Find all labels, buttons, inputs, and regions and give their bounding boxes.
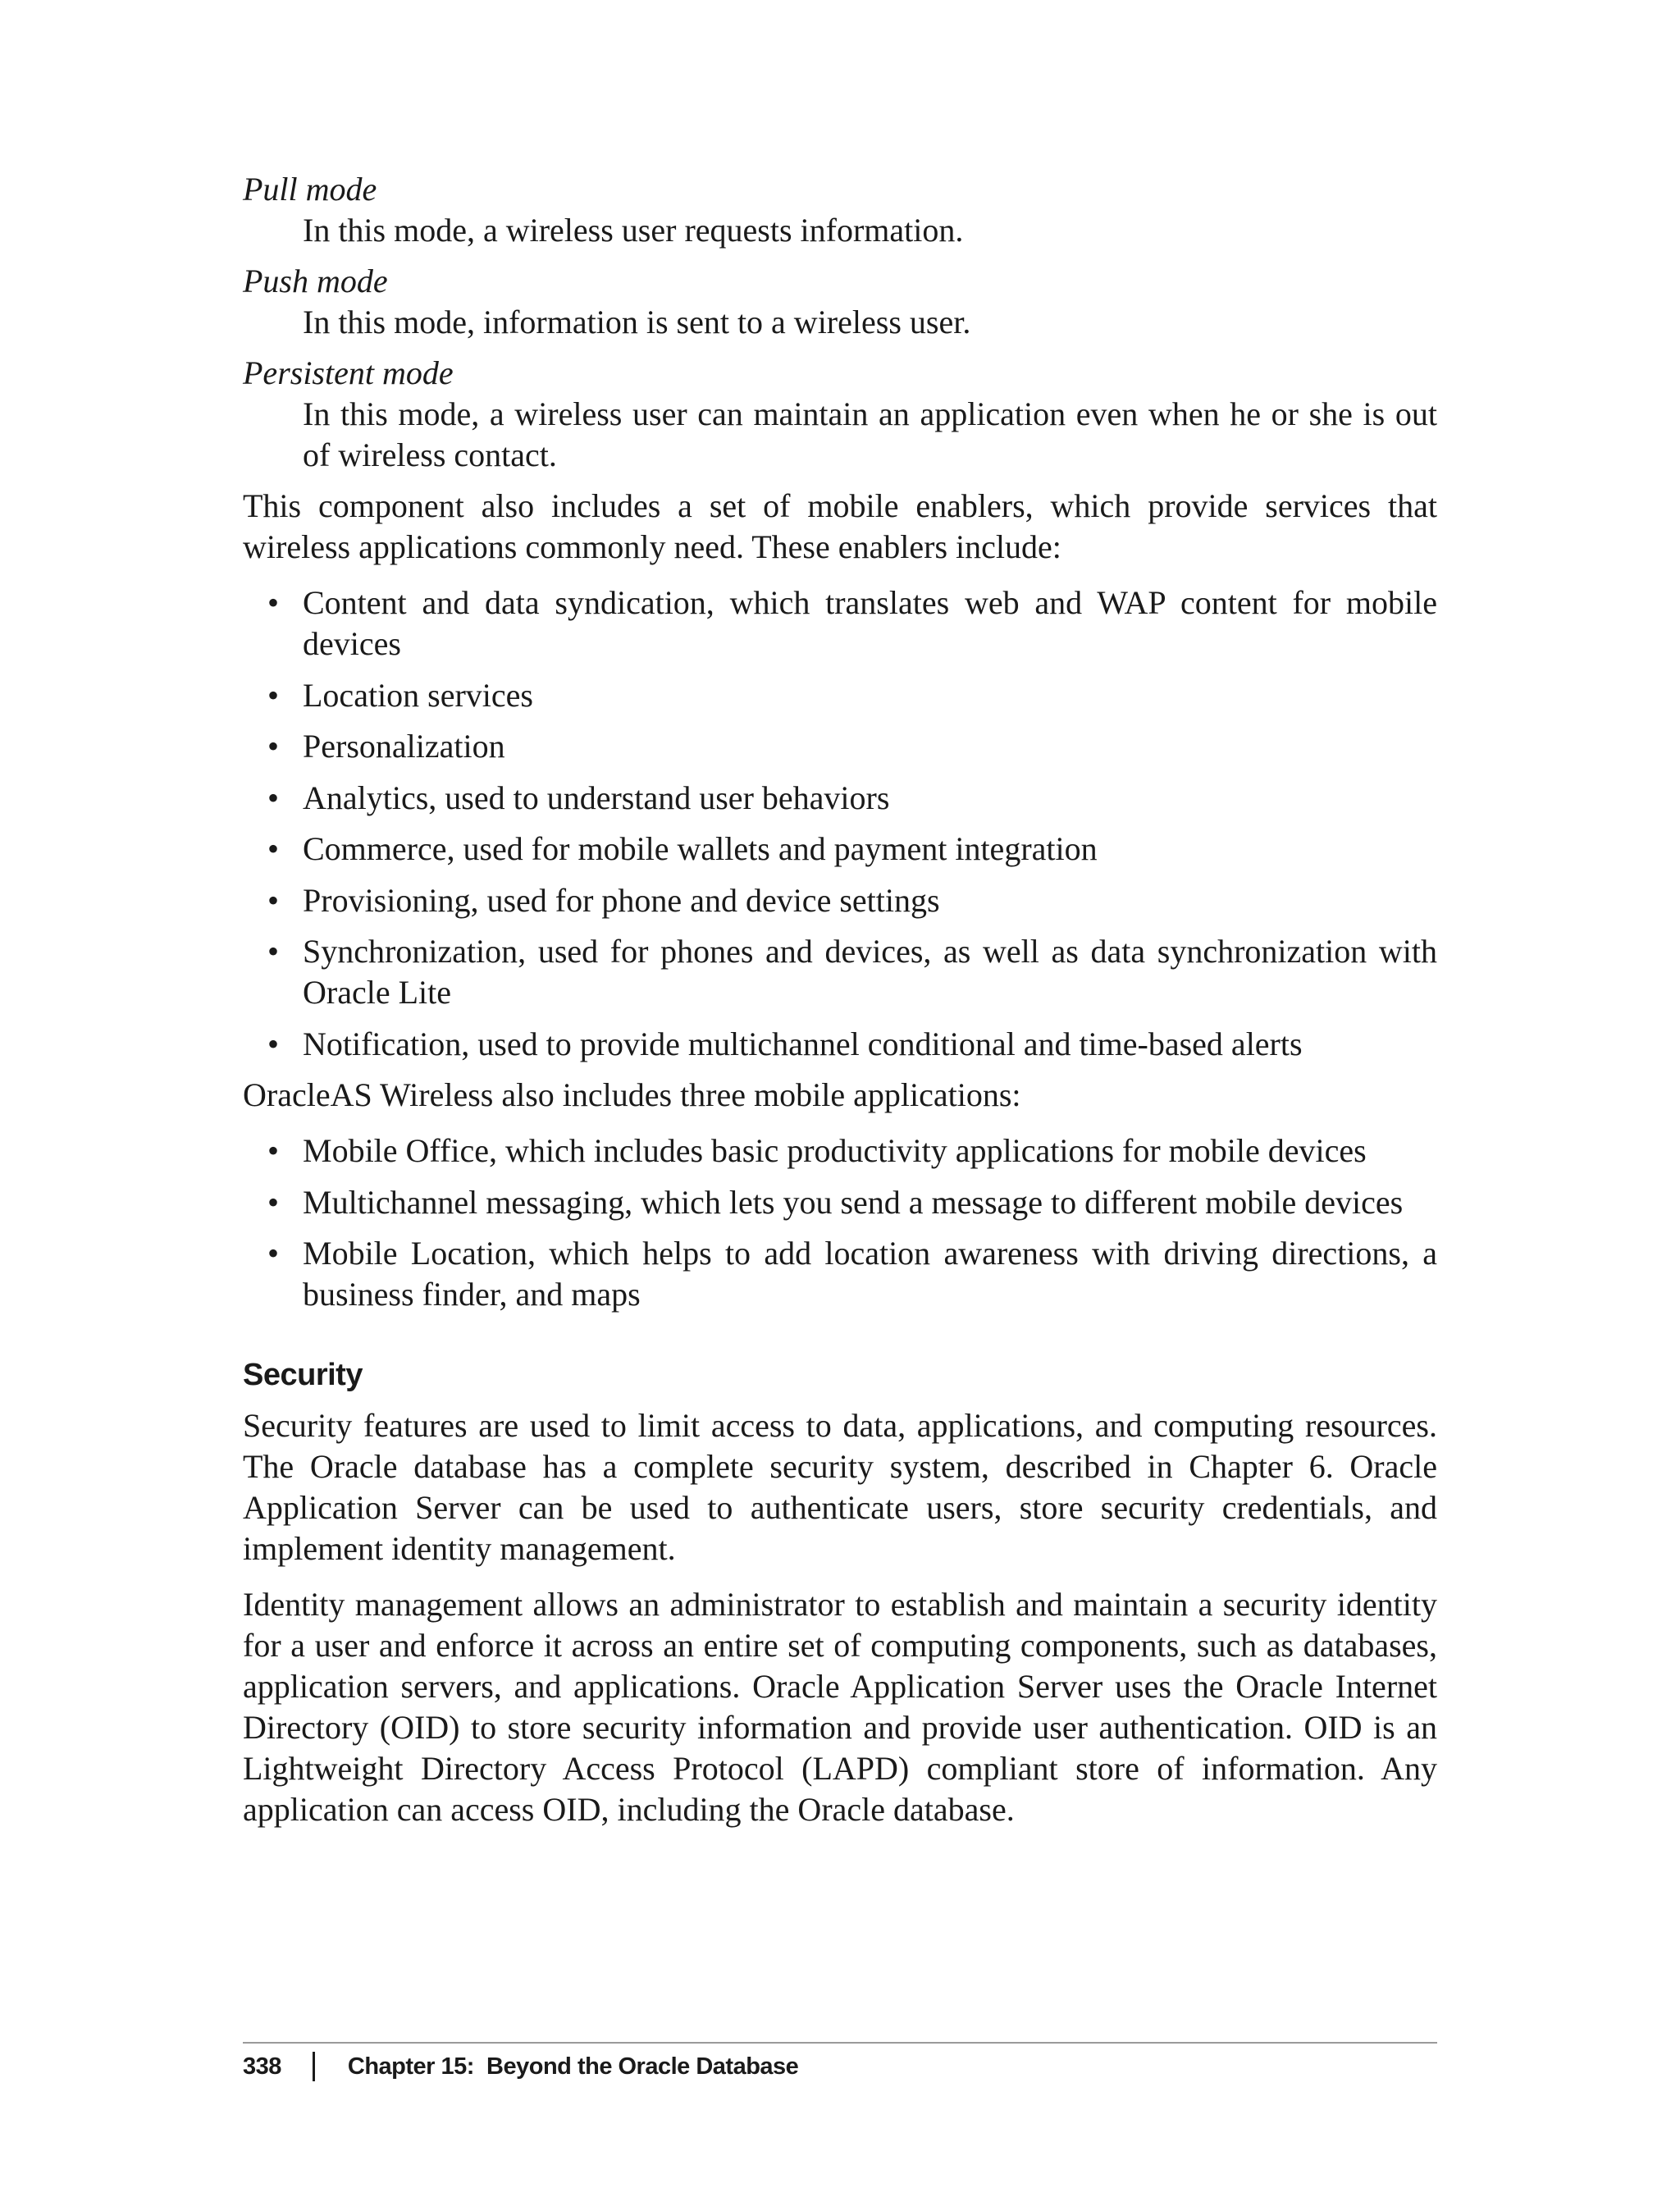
footer-separator [313,2052,315,2081]
security-paragraph-1: Security features are used to limit access to data, applications, and computing resources. The Oracle database has a complete security system, described in Chapter 6. Oracle Application Server can be used to authenticate users, store security credentials, and implement identity management. [243,1407,1437,1567]
list-item-text: Synchronization, used for phones and devices, as well as data synchronization with Oracle Lite [303,933,1437,1011]
apps-intro-paragraph: OracleAS Wireless also includes three mobile applications: [243,1076,1021,1113]
term-push-mode: Push mode [243,263,388,299]
term-pull-mode: Pull mode [243,171,377,208]
list-item-text: Provisioning, used for phone and device settings [303,881,940,919]
bullet-icon: • [267,881,280,919]
bullet-icon: • [267,1025,280,1062]
chapter-title: Chapter 15: Beyond the Oracle Database [347,2053,799,2080]
list-item [243,931,1437,1013]
list-item [243,1130,1437,1172]
bullet-icon: • [267,1235,280,1272]
apps-list [243,1130,1437,1315]
list-item-text: Personalization [303,728,505,765]
list-item-text: Analytics, used to understand user behaviors [303,779,890,816]
bullet-icon: • [267,676,280,714]
list-item [243,1182,1437,1223]
definition-pull-mode: In this mode, a wireless user requests information. [303,212,964,249]
security-paragraph-2: Identity management allows an administrator to establish and maintain a security identity for a user and enforce it across an entire set of computing components, such as databases, application servers, and applications. Oracle Application Server uses the Oracle Internet Directory (OID) to store security information and provide user authentication. OID is an Lightweight Directory Access Protocol (LAPD) compliant store of information. Any application can access OID, including the Oracle database. [243,1586,1437,1828]
list-item [243,726,1437,767]
bullet-icon: • [267,728,280,765]
list-item [243,1233,1437,1315]
bullet-icon: • [267,1183,280,1221]
list-item-text: Location services [303,676,533,714]
list-item-text: Content and data syndication, which translates web and WAP content for mobile devices [303,584,1437,662]
footer-divider [243,2042,1437,2044]
list-item [243,1024,1437,1065]
page-footer [243,2048,798,2085]
page-number: 338 [243,2053,281,2080]
enablers-list [243,582,1437,1065]
list-item-text: Mobile Location, which helps to add location awareness with driving directions, a business finder, and maps [303,1235,1437,1313]
definition-push-mode: In this mode, information is sent to a wireless user. [303,304,971,340]
definition-persistent-mode: In this mode, a wireless user can maintain an application even when he or she is out of wireless contact. [303,395,1437,473]
bullet-icon: • [267,1132,280,1169]
page-body [243,169,1437,1845]
bullet-icon: • [267,933,280,970]
bullet-icon: • [267,779,280,816]
section-heading-security: Security [243,1358,363,1392]
list-item [243,829,1437,870]
list-item-text: Mobile Office, which includes basic productivity applications for mobile devices [303,1132,1367,1169]
list-item [243,880,1437,921]
list-item-text: Notification, used to provide multichannel conditional and time-based alerts [303,1025,1303,1062]
list-item [243,675,1437,716]
bullet-icon: • [267,830,280,867]
list-item [243,778,1437,819]
list-item-text: Multichannel messaging, which lets you send a message to different mobile devices [303,1183,1404,1221]
term-persistent-mode: Persistent mode [243,354,454,391]
bullet-icon: • [267,584,280,621]
list-item-text: Commerce, used for mobile wallets and payment integration [303,830,1098,867]
list-item [243,582,1437,665]
enablers-intro-paragraph: This component also includes a set of mobile enablers, which provide services that wireless applications commonly need. These enablers include: [243,487,1437,565]
